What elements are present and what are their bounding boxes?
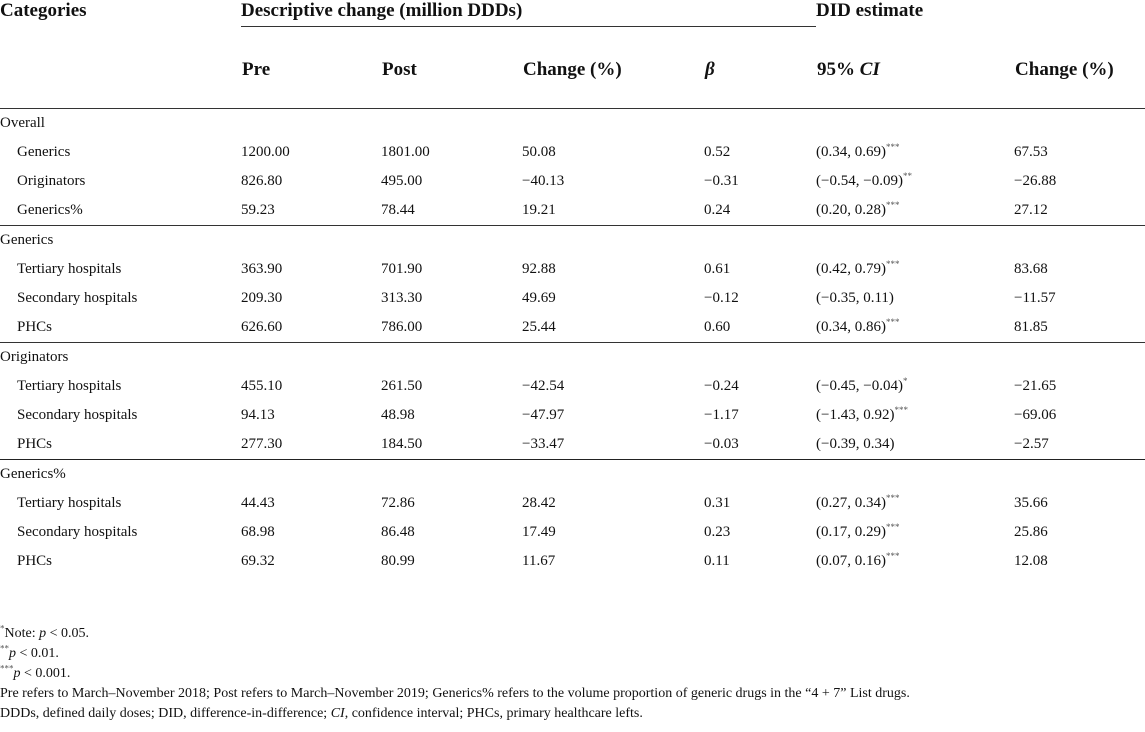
- significance-marker: ***: [886, 551, 900, 561]
- ci-value: (−0.39, 0.34): [816, 436, 895, 452]
- ci-value: (−0.35, 0.11): [816, 290, 894, 306]
- row-label: Tertiary hospitals: [17, 378, 122, 394]
- footnote-star: *: [0, 623, 5, 634]
- cell-pre: 68.98: [241, 524, 275, 540]
- cell-post: 184.50: [381, 430, 522, 460]
- row-label: Generics%: [0, 196, 241, 226]
- significance-marker: ***: [886, 142, 900, 152]
- cell-pre: 44.43: [241, 495, 275, 511]
- ci-value: (0.34, 0.86): [816, 319, 887, 335]
- cell-pre: 626.60: [241, 313, 381, 343]
- table-row: [0, 547, 1145, 576]
- footnote-threshold: < 0.001.: [20, 666, 71, 681]
- table-row: [0, 255, 1145, 284]
- footnote-abbrev-a: DDDs, defined daily doses; DID, difference-in-difference;: [0, 706, 331, 721]
- cell-pre: 455.10: [241, 378, 283, 394]
- cell-pre: 94.13: [241, 407, 275, 423]
- cell-ci: [816, 196, 1014, 226]
- section-title: Originators: [0, 349, 69, 365]
- ci-value: (0.42, 0.79): [816, 261, 887, 277]
- cell-beta: 0.24: [704, 196, 816, 226]
- row-label: Tertiary hospitals: [17, 495, 122, 511]
- cell-ci: [816, 372, 1014, 401]
- cell-beta: −0.31: [704, 173, 739, 189]
- cell-ci: [816, 167, 1014, 196]
- footnote-threshold: < 0.01.: [16, 646, 59, 661]
- cell-beta: −0.24: [704, 378, 739, 394]
- cell-pre: 277.30: [241, 430, 381, 460]
- header-ci-italic: CI: [859, 58, 880, 80]
- cell-beta: 0.11: [704, 553, 730, 569]
- header-change-pct: Change (%): [522, 27, 704, 109]
- footnote-star: ***: [0, 663, 14, 674]
- header-did-change-pct: Change (%): [1014, 27, 1145, 109]
- row-label: PHCs: [0, 313, 241, 343]
- cell-post: 48.98: [381, 407, 415, 423]
- footnote-p: p: [9, 646, 16, 661]
- cell-change: 49.69: [522, 290, 556, 306]
- cell-did-change: 83.68: [1014, 261, 1048, 277]
- footnote-abbrev-b: , confidence interval; PHCs, primary healthcare lefts.: [344, 706, 643, 721]
- cell-did-change: −21.65: [1014, 378, 1057, 394]
- cell-did-change: −2.57: [1014, 430, 1145, 460]
- cell-beta: 0.52: [704, 144, 731, 160]
- cell-pre: 1200.00: [241, 144, 290, 160]
- cell-did-change: −11.57: [1014, 290, 1056, 306]
- footnote-p0001: [0, 664, 1145, 684]
- header-beta: β: [704, 27, 816, 109]
- header-empty: [0, 27, 241, 109]
- cell-change: 19.21: [522, 196, 704, 226]
- footnote-abbreviations: [0, 704, 1145, 724]
- cell-did-change: 67.53: [1014, 144, 1048, 160]
- cell-ci: [816, 313, 1014, 343]
- cell-change: 28.42: [522, 495, 556, 511]
- section-title: Generics%: [0, 466, 66, 482]
- ci-value: (−1.43, 0.92): [816, 407, 895, 423]
- row-label: Secondary hospitals: [17, 524, 138, 540]
- row-label: PHCs: [17, 553, 53, 569]
- cell-change: −33.47: [522, 430, 704, 460]
- table-body: [0, 109, 1145, 577]
- cell-ci: [816, 255, 1014, 284]
- cell-post: 495.00: [381, 173, 423, 189]
- significance-marker: *: [902, 376, 908, 386]
- table-row: [0, 167, 1145, 196]
- cell-pre: 363.90: [241, 261, 283, 277]
- significance-marker: ***: [886, 493, 900, 503]
- cell-post: 313.30: [381, 290, 423, 306]
- cell-did-change: −26.88: [1014, 173, 1057, 189]
- table-row: [0, 518, 1145, 547]
- table-row: [0, 401, 1145, 430]
- cell-post: 261.50: [381, 378, 423, 394]
- section-header-row: [0, 109, 1145, 139]
- footnote-p001: [0, 644, 1145, 664]
- row-label: Generics: [17, 144, 71, 160]
- cell-post: 86.48: [381, 524, 415, 540]
- cell-pre: 59.23: [241, 196, 381, 226]
- cell-did-change: 81.85: [1014, 313, 1145, 343]
- cell-pre: 69.32: [241, 553, 275, 569]
- footnote-p: p: [13, 666, 21, 681]
- cell-beta: −0.12: [704, 290, 739, 306]
- cell-beta: −1.17: [704, 407, 739, 423]
- significance-marker: ***: [894, 405, 908, 415]
- cell-change: 25.44: [522, 313, 704, 343]
- header-row-sub: [0, 27, 1145, 109]
- cell-post: 72.86: [381, 495, 415, 511]
- ci-value: (−0.45, −0.04): [816, 378, 903, 394]
- cell-beta: 0.60: [704, 313, 816, 343]
- significance-marker: ***: [886, 259, 900, 269]
- cell-beta: 0.31: [704, 495, 731, 511]
- cell-pre: 826.80: [241, 173, 283, 189]
- cell-change: 50.08: [522, 144, 556, 160]
- row-label: Tertiary hospitals: [17, 261, 122, 277]
- cell-ci: [816, 547, 1014, 576]
- header-ci: [816, 27, 1014, 109]
- section-header-row: [0, 460, 1145, 490]
- cell-ci: [816, 430, 1014, 460]
- ci-value: (0.20, 0.28): [816, 202, 887, 218]
- footnote-p: p: [39, 626, 47, 641]
- ci-value: (−0.54, −0.09): [816, 173, 903, 189]
- cell-did-change: 27.12: [1014, 196, 1145, 226]
- section-title: Generics: [0, 232, 54, 248]
- cell-ci: [816, 284, 1014, 313]
- table-row: [0, 430, 1145, 460]
- footnote-abbrev-ci: CI: [330, 706, 345, 721]
- cell-beta: 0.23: [704, 524, 731, 540]
- cell-change: −40.13: [522, 173, 565, 189]
- cell-post: 1801.00: [381, 144, 430, 160]
- table-row: [0, 196, 1145, 226]
- cell-change: −47.97: [522, 407, 565, 423]
- significance-marker: **: [902, 171, 912, 181]
- table-row: [0, 284, 1145, 313]
- cell-did-change: −69.06: [1014, 407, 1057, 423]
- header-post: Post: [381, 27, 522, 109]
- cell-ci: [816, 489, 1014, 518]
- cell-change: 92.88: [522, 261, 556, 277]
- footnote-p005: [0, 624, 1145, 644]
- cell-ci: [816, 401, 1014, 430]
- cell-post: 701.90: [381, 261, 423, 277]
- row-label: PHCs: [0, 430, 241, 460]
- section-header-row: [0, 343, 1145, 373]
- row-label: Secondary hospitals: [17, 407, 138, 423]
- significance-marker: ***: [886, 522, 900, 532]
- header-descriptive-change: Descriptive change (million DDDs): [241, 0, 816, 27]
- footnote-note-label: Note:: [4, 626, 40, 641]
- section-title: Overall: [0, 115, 45, 131]
- cell-post: 786.00: [381, 313, 522, 343]
- cell-ci: [816, 138, 1014, 167]
- table-row: [0, 489, 1145, 518]
- cell-change: −42.54: [522, 378, 565, 394]
- cell-post: 78.44: [381, 196, 522, 226]
- ci-value: (0.17, 0.29): [816, 524, 887, 540]
- section-header-row: [0, 226, 1145, 256]
- significance-marker: ***: [886, 317, 900, 327]
- cell-did-change: 12.08: [1014, 553, 1048, 569]
- ci-value: (0.27, 0.34): [816, 495, 887, 511]
- cell-beta: 0.61: [704, 261, 731, 277]
- cell-post: 80.99: [381, 553, 415, 569]
- footnote-star: **: [0, 643, 9, 654]
- footnote-period-definition: Pre refers to March–November 2018; Post refers to March–November 2019; Generics% refers to the volume proportion of generic drugs in the “4 + 7” List drugs.: [0, 686, 910, 701]
- table-row: [0, 313, 1145, 343]
- table-row: [0, 372, 1145, 401]
- cell-change: 11.67: [522, 553, 556, 569]
- row-label: Secondary hospitals: [17, 290, 138, 306]
- ci-value: (0.34, 0.69): [816, 144, 887, 160]
- header-row-top: [0, 0, 1145, 27]
- footnote-threshold: < 0.05.: [46, 626, 90, 641]
- header-did-estimate: DID estimate: [816, 0, 924, 21]
- cell-change: 17.49: [522, 524, 556, 540]
- ci-value: (0.07, 0.16): [816, 553, 887, 569]
- cell-pre: 209.30: [241, 290, 283, 306]
- row-label: Originators: [17, 173, 86, 189]
- header-ci-prefix: 95%: [817, 58, 860, 80]
- cell-beta: −0.03: [704, 430, 816, 460]
- significance-marker: ***: [886, 200, 900, 210]
- header-categories: Categories: [0, 0, 87, 21]
- cell-did-change: 25.86: [1014, 524, 1048, 540]
- cell-did-change: 35.66: [1014, 495, 1048, 511]
- table-row: [0, 138, 1145, 167]
- header-pre: Pre: [241, 27, 381, 109]
- table-footnotes: [0, 624, 1145, 724]
- cell-ci: [816, 518, 1014, 547]
